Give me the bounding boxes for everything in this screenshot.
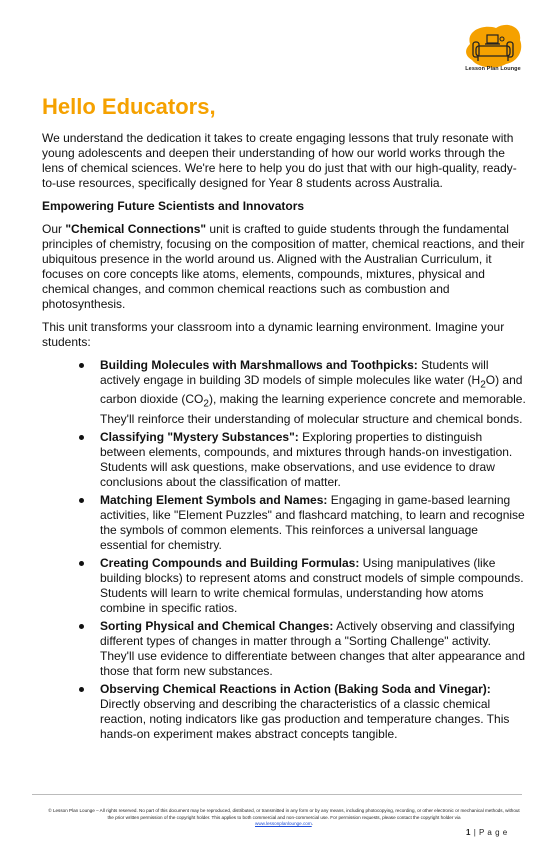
activity-title: Sorting Physical and Chemical Changes: [100, 618, 334, 633]
link-suffix: . [311, 821, 313, 826]
letter-body [42, 131, 528, 745]
footer-copyright [46, 808, 522, 828]
page-number [466, 828, 508, 837]
unit-text-pre: Our [42, 222, 66, 236]
activity-title: Creating Compounds and Building Formulas: [100, 555, 360, 570]
unit-name: "Chemical Connections" [65, 222, 207, 236]
list-item [100, 556, 528, 616]
copyright-text: © Lesson Plan Lounge – All rights reserved. No part of this document may be reproduced, distributed, or transmitted in any form or by any means, including photocopying, recording, or other electronic or mechanical methods, without the prior written permission of the copyright holder. This applies to both commercial and non-commercial use. For permission requests, please contact the copyright holder via [48, 808, 520, 820]
activity-text: Actively observing and classifying different types of changes in matter through a "Sorting Challenge" activity. They'll use evidence to differentiate between changes that alter appearance and those that form new substances. [100, 618, 526, 678]
list-item [100, 430, 528, 490]
activity-text: Students will actively engage in building 3D models of simple molecules like water (H [100, 358, 489, 387]
section-subheading: Empowering Future Scientists and Innovators [42, 199, 305, 213]
activity-title: Building Molecules with Marshmallows and Toothpicks: [100, 358, 418, 372]
page-label: | P a g e [473, 828, 508, 837]
activity-text: O) and carbon dioxide (CO [100, 373, 523, 407]
activity-text: ), making the learning experience concrete and memorable. They'll reinforce their understanding of molecular structure and chemical bonds. [100, 392, 526, 426]
list-item [100, 493, 528, 553]
brand-name: Lesson Plan Lounge [465, 66, 521, 72]
activity-title: Classifying "Mystery Substances": [100, 429, 299, 444]
transform-paragraph: This unit transforms your classroom into a dynamic learning environment. Imagine your students: [42, 320, 505, 349]
intro-paragraph: We understand the dedication it takes to create engaging lessons that truly resonate with young adolescents and deepen their understanding of how our world works through the lens of chemical sciences. We're here to help you do just that with our high-quality, ready-to-use resources, specifically designed for Year 8 students across Australia. [42, 131, 517, 190]
activity-text: Exploring properties to distinguish between elements, compounds, and mixtures through hands-on investigation. Students will ask questions, make observations, and use evidence to draw conclusions about the classification of matter. [100, 429, 513, 489]
footer-divider [32, 794, 522, 795]
list-item [100, 682, 528, 742]
activity-list [42, 358, 528, 742]
activity-title: Observing Chemical Reactions in Action (Baking Soda and Vinegar): [100, 681, 491, 696]
activity-text: Using manipulatives (like building blocks) to represent atoms and construct models of simple compounds. Students will learn to write chemical formulas, understanding how atoms combine in specific ratios. [100, 555, 524, 615]
list-item [100, 358, 528, 427]
unit-paragraph [42, 222, 528, 312]
subscript: 2 [480, 379, 486, 391]
page-heading: Hello Educators, [42, 94, 216, 119]
subscript: 2 [203, 398, 209, 410]
unit-text-post: unit is crafted to guide students through the fundamental principles of chemistry, focusing on the composition of matter, chemical reactions, and their ubiquitous presence in the world around us. Aligned with the Australian Curriculum, it focuses on core concepts like atoms, elements, compounds, mixtures, physical and chemical changes, and common chemical reactions such as combustion and photosynthesis. [42, 222, 525, 311]
website-link[interactable]: www.lessonplanlounge.com [255, 821, 312, 826]
activity-text: Directly observing and describing the characteristics of a classic chemical reaction, noting indicators like gas production and temperature changes. This hands-on experiment makes abstract concepts tangible. [100, 696, 510, 741]
list-item [100, 619, 528, 679]
activity-text: Engaging in game-based learning activities, like "Element Puzzles" and flashcard matching, to learn and recognise the symbols of common elements. This reinforces a universal language essential for chemistry. [100, 492, 525, 552]
page-number-value: 1 [466, 828, 471, 837]
activity-title: Matching Element Symbols and Names: [100, 492, 328, 507]
